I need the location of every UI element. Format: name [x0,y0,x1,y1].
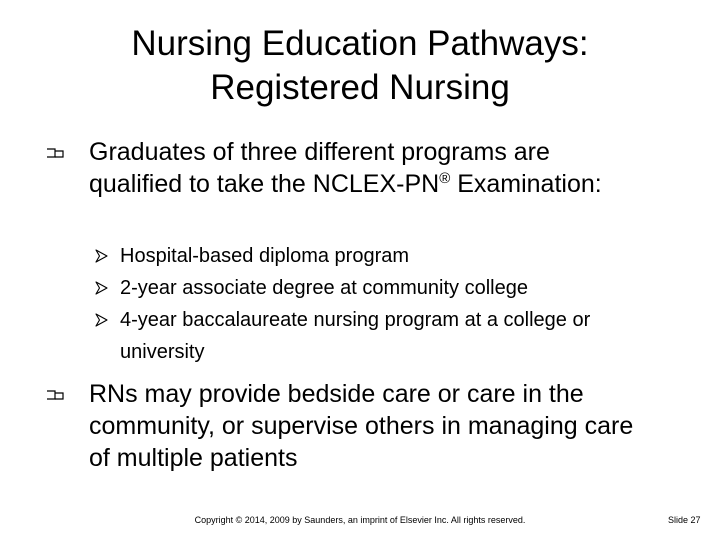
sub-item-text: 4-year baccalaureate nursing program at a college or university [120,309,591,363]
slide-title [60,22,660,110]
bullet-item-rns [46,378,646,474]
sub-list-item [95,240,675,272]
registered-mark: ® [439,170,451,187]
bullet-text-rns: RNs may provide bedside care or care in the community, or supervise others in managing care of multiple patients [89,380,634,472]
program-sub-list [95,240,675,368]
slide-number: Slide 27 [668,515,701,525]
title-line-2: Registered Nursing [210,68,510,107]
sub-item-text: 2-year associate degree at community college [120,277,528,299]
hollow-flag-bullet-icon [46,389,64,401]
bullet-item-graduates [46,136,646,200]
hollow-flag-bullet-icon [46,147,64,159]
arrowhead-bullet-icon [95,281,108,295]
sub-list-item [95,272,675,304]
title-line-1: Nursing Education Pathways: [131,24,589,63]
sub-item-text: Hospital-based diploma program [120,245,410,267]
footer-copyright: Copyright © 2014, 2009 by Saunders, an imprint of Elsevier Inc. All rights reserved. [194,515,526,525]
arrowhead-bullet-icon [95,313,108,327]
sub-list-item [95,304,675,368]
arrowhead-bullet-icon [95,249,108,263]
bullet-text-graduates: Graduates of three different programs are qualified to take the NCLEX-PN® Examination: [89,138,602,198]
